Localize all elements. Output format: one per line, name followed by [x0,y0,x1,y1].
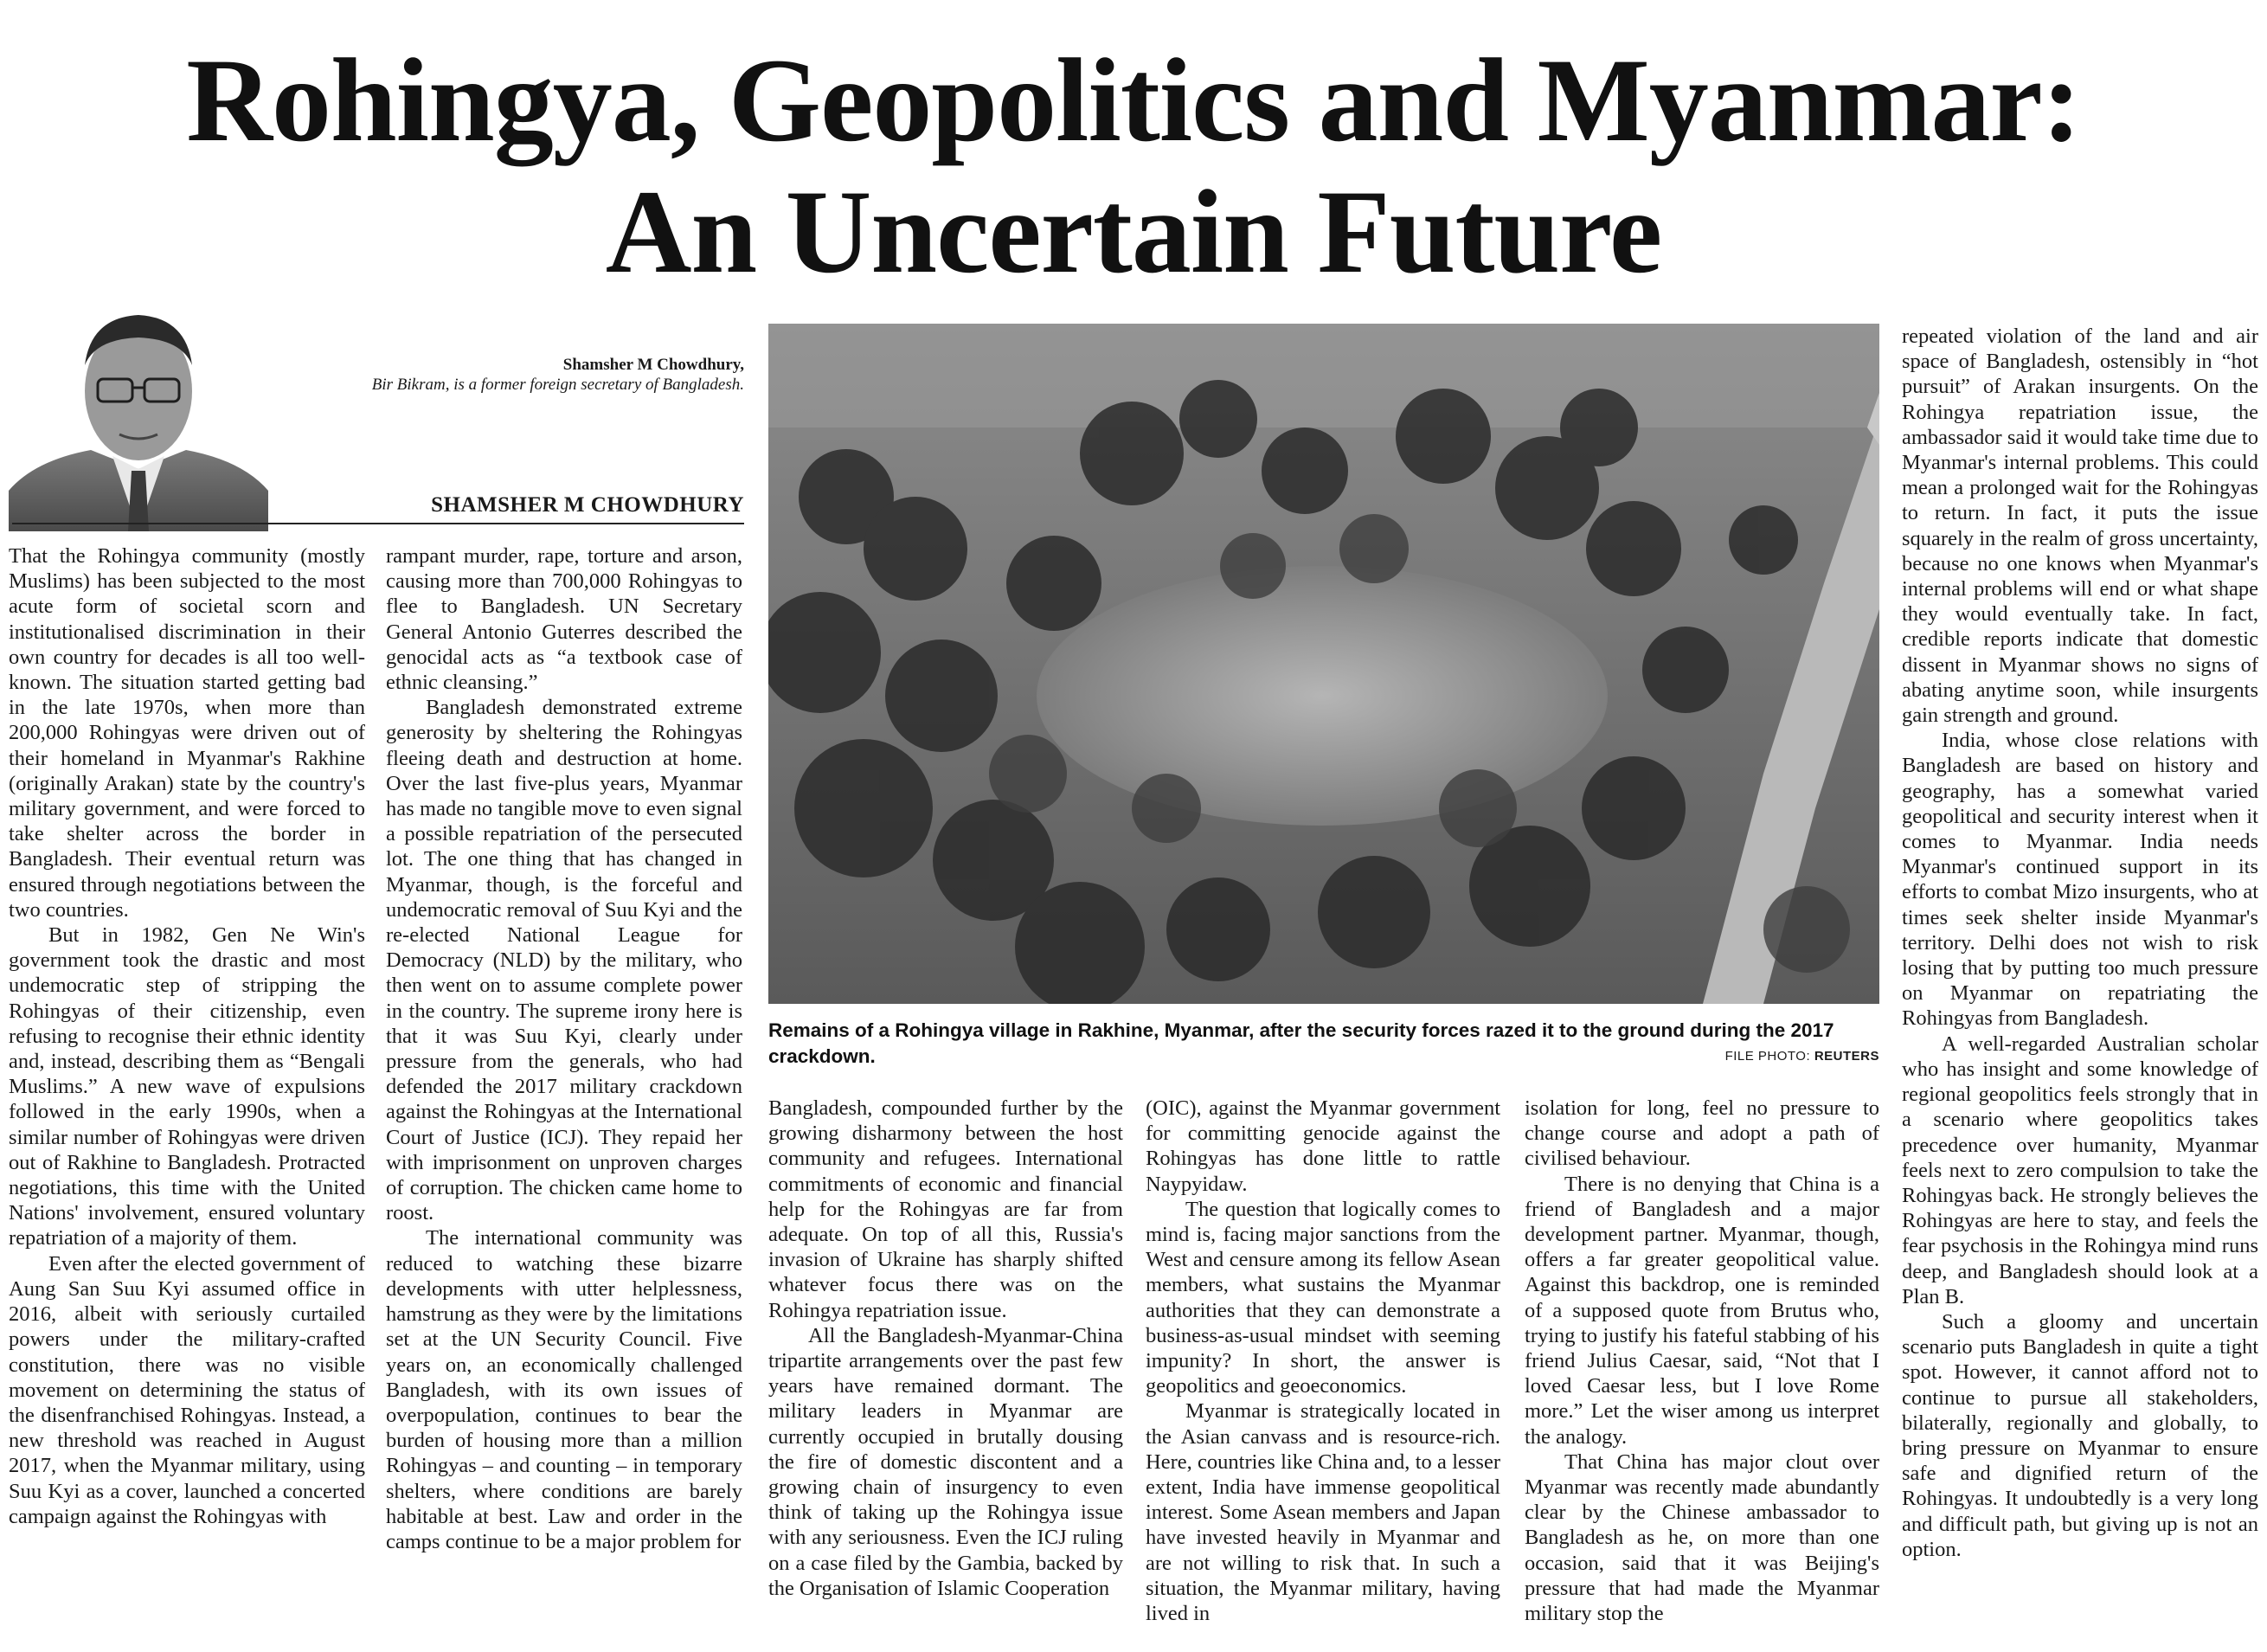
photo-credit [1471,1049,1879,1064]
headline-line-2: An Uncertain Future [605,165,1662,298]
paragraph: All the Bangladesh-Myanmar-China tripartite arrangements over the past few years have remained dormant. The military leaders in Myanmar are currently occupied in brutally dousing the fire of domestic discontent and a growing chain of insurgency to even think of taking up the Rohingya issue with any seriousness. Even the ICJ ruling on a case filed by the Gambia, backed by the Organisation of Islamic Cooperation [768,1323,1123,1600]
author-note-name: Shamsher M Chowdhury, [562,356,744,374]
author-note [363,355,744,395]
body-column-1 [9,543,365,1652]
photo-credit-label: FILE PHOTO: [1724,1049,1811,1064]
paragraph: rampant murder, rape, torture and arson, causing more than 700,000 Rohingyas to flee to Bangladesh. UN Secretary General Antonio Guterres described the genocidal acts as “a textbook case of ethnic cleansing.” [386,544,742,695]
paragraph: isolation for long, feel no pressure to change course and adopt a path of civilised behaviour. [1525,1096,1879,1171]
paragraph: Myanmar is strategically located in the Asian canvass and is resource-rich. Here, countries like China and, to a lesser extent, India have immense geopolitical interest. Some Asean members and Japan have invested heavily in Myanmar and are not willing to risk that. In such a situation, the Myanmar military, having lived in [1146,1399,1500,1626]
photo-credit-source: REUTERS [1814,1049,1879,1064]
paragraph: Even after the elected government of Aung San Suu Kyi assumed office in 2016, albeit with seriously curtailed powers under the military-crafted constitution, there was no visible movement on determining the status of the disenfranchised Rohingyas. Instead, a new threshold was reached in August 2017, when the Myanmar military, using Suu Kyi as a cover, launched a concerted campaign against the Rohingyas with [9,1251,365,1528]
body-column-2 [386,543,742,1652]
village-aerial-photo [768,324,1879,1004]
paragraph: India, whose close relations with Bangladesh are based on history and geography, has a somewhat varied geopolitical and security interest when it comes to Myanmar. India needs Myanmar's continued support in its efforts to combat Mizo insurgents, who at times seek shelter inside Myanmar's territory. Delhi does not wish to risk losing that by putting too much pressure on Myanmar on repatriating the Rohingyas from Bangladesh. [1902,729,2258,1031]
photo-illustration [768,324,1879,1004]
body-column-4 [1146,1096,1500,1652]
body-column-6 [1902,324,2258,1652]
body-column-5 [1525,1096,1879,1652]
paragraph: There is no denying that China is a friend of Bangladesh and a major development partner. Myanmar, though, offers a far greater geopolitical value. Against this backdrop, one is reminded of a supposed quote from Brutus who, trying to justify his fateful stabbing of his friend Julius Caesar, said, “Not that I loved Caesar less, but I love Rome more.” Let the wiser among us interpret the analogy. [1525,1172,1879,1449]
paragraph: That China has major clout over Myanmar was recently made abundantly clear by the Chinese ambassador to Bangladesh as he, on more than one occasion, said that it was Beijing's pressure that had made the Myanmar military stop the [1525,1450,1879,1626]
headline-line-1: Rohingya, Geopolitics and Myanmar: [186,34,2081,166]
paragraph: The international community was reduced to watching these bizarre developments with utter helplessness, hamstrung as they were by the limitations set at the UN Security Council. Five years on, an economically challenged Bangladesh, with its own issues of overpopulation, continues to bear the burden of housing more than a million Rohingyas – and counting – in temporary shelters, where conditions are barely habitable at best. Law and order in the camps continue to be a major problem for [386,1226,742,1553]
paragraph: The question that logically comes to mind is, facing major sanctions from the West and censure among its fellow Asean members, what sustains the Myanmar authorities that they can demonstrate a business-as-usual mindset with seeming impunity? In short, the answer is geopolitics and geoeconomics. [1146,1197,1500,1398]
paragraph: repeated violation of the land and air space of Bangladesh, ostensibly in “hot pursuit” of Arakan insurgents. On the Rohingya repatriation issue, the ambassador said it would take time due to Myanmar's internal problems. This could mean a prolonged wait for the Rohingyas to return. In fact, it puts the issue squarely in the realm of gross uncertainty, because no one knows when Myanmar's internal problems will end or what shape they would eventually take. In fact, credible reports indicate that domestic dissent in Myanmar shows no signs of abating anytime soon, while insurgents gain strength and ground. [1902,325,2258,728]
paragraph: (OIC), against the Myanmar government for committing genocide against the Rohingyas has done little to rattle Naypyidaw. [1146,1096,1500,1196]
paragraph: A well-regarded Australian scholar who has insight and some knowledge of regional geopolitics feels strongly that in a scenario where geopolitics takes precedence over humanity, Myanmar feels next to zero compulsion to take the Rohingyas back. He strongly believes the Rohingyas are here to stay, and feels the fear psychosis in the Rohingya mind runs deep, and Bangladesh should look at a Plan B. [1902,1032,2258,1308]
author-note-description: Bir Bikram, is a former foreign secretary of Bangladesh. [371,376,744,394]
paragraph: That the Rohingya community (mostly Muslims) has been subjected to the most acute form of societal scorn and institutionalised discrimination in their own country for decades is all too well-known. The situation started getting bad in the late 1970s, when more than 200,000 Rohingyas were driven out of their homeland in Myanmar's Rakhine (originally Arakan) state by the country's military government, and were forced to take shelter across the border in Bangladesh. Their eventual return was ensured through negotiations between the two countries. [9,544,365,922]
paragraph: Bangladesh, compounded further by the growing disharmony between the host community and refugees. International commitments of economic and financial help for the Rohingyas are far from adequate. On top of all this, Russia's invasion of Ukraine has sharply shifted whatever focus there was on the Rohingya repatriation issue. [768,1096,1123,1322]
paragraph: Bangladesh demonstrated extreme generosity by sheltering the Rohingyas fleeing death and destruction at home. Over the last five-plus years, Myanmar has made no tangible move to even signal a possible repatriation of the persecuted lot. The one thing that has changed in Myanmar, though, is the forceful and undemocratic removal of Suu Kyi and the re-elected National League for Democracy (NLD) by the military, who then went on to assume complete power in the country. The supreme irony here is that it was Suu Kyi, clearly under pressure from the generals, who had defended the 2017 military crackdown against the Rohingyas at the International Court of Justice (ICJ). They repaid her with imprisonment on unproven charges of corruption. The chicken came home to roost. [386,696,742,1225]
author-byline: SHAMSHER M CHOWDHURY [12,493,744,524]
body-column-3 [768,1096,1123,1652]
photo-caption: Remains of a Rohingya village in Rakhine, Myanmar, after the security forces razed it to the ground during the 2017 crackdown. [768,1019,1834,1067]
paragraph: Such a gloomy and uncertain scenario puts Bangladesh in quite a tight spot. However, it cannot afford not to continue to pursue all stakeholders, bilaterally, regionally and globally, to bring pressure on Myanmar to ensure safe and dignified return of the Rohingyas. It undoubtedly is a very long and difficult path, but giving up is not an option. [1902,1309,2258,1561]
paragraph: But in 1982, Gen Ne Win's government took the drastic and most undemocratic step of stripping the Rohingyas of their citizenship, even refusing to recognise their ethnic identity and, instead, describing them as “Bengali Muslims.” A new wave of expulsions followed in the early 1990s, when a similar number of Rohingyas were driven out of Rakhine to Bangladesh. Protracted negotiations, this time with the United Nations' involvement, ensured voluntary repatriation of a majority of them. [9,923,365,1250]
headline [0,35,2267,298]
